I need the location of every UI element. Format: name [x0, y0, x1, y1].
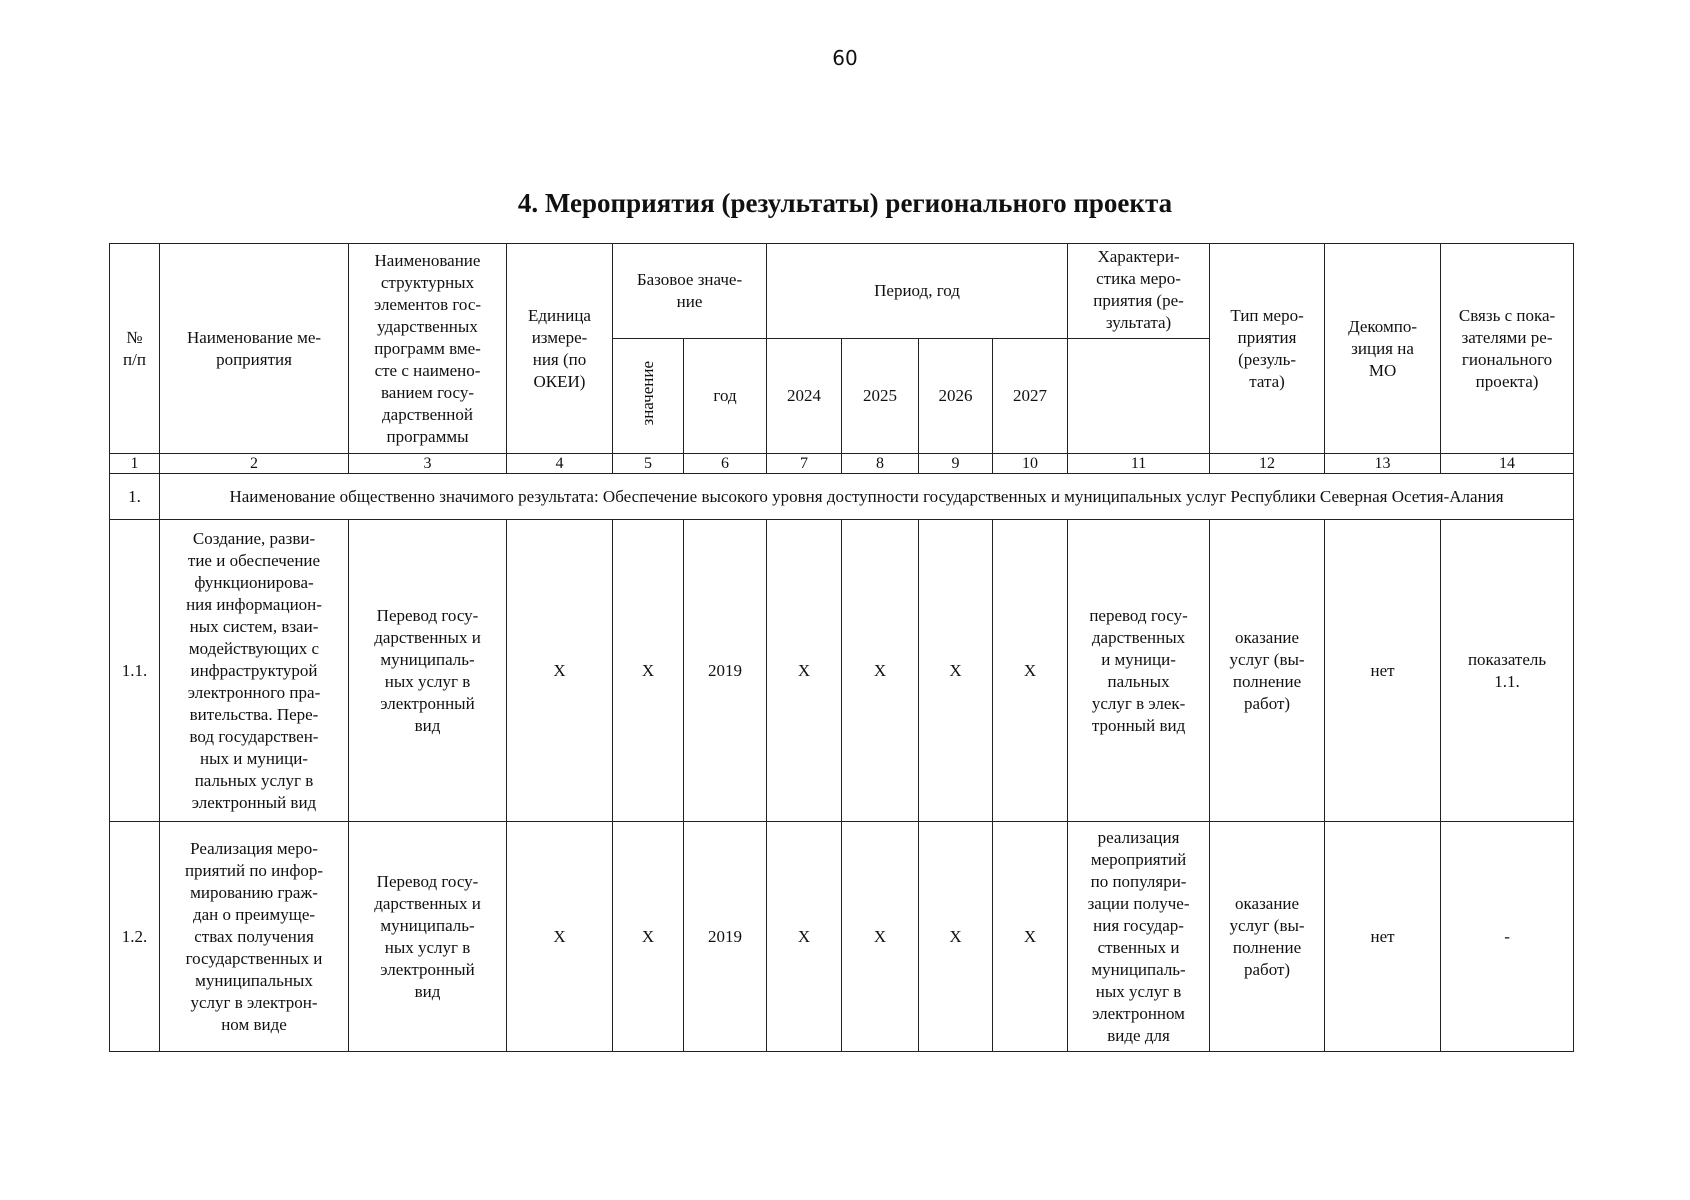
column-number: 5	[613, 454, 684, 474]
header-name: Наименование ме- роприятия	[160, 244, 349, 454]
results-table	[109, 243, 1574, 1052]
row-link: -	[1441, 822, 1574, 1052]
header-characteristic-blank	[1068, 339, 1210, 454]
column-number: 6	[684, 454, 767, 474]
row-value-2026: X	[919, 520, 993, 822]
section-number: 1.	[110, 474, 160, 520]
row-unit: X	[507, 520, 613, 822]
row-base-value: X	[613, 822, 684, 1052]
column-number: 12	[1210, 454, 1325, 474]
header-characteristic: Характери- стика меро- приятия (ре- зультата)	[1068, 244, 1210, 339]
row-activity-name: Реализация меро- приятий по инфор- мированию граж- дан о преимуще- ствах получения государственных и муниципальных услуг в электрон- ном виде	[160, 822, 349, 1052]
header-year-2027: 2027	[993, 339, 1068, 454]
header-link: Связь с пока- зателями ре- гионального проекта)	[1441, 244, 1574, 454]
table-row	[110, 520, 1574, 822]
row-value-2027: X	[993, 822, 1068, 1052]
column-number: 9	[919, 454, 993, 474]
page-title: 4. Мероприятия (результаты) регионального проекта	[517, 188, 1173, 218]
header-num: № п/п	[110, 244, 160, 454]
row-link: показатель 1.1.	[1441, 520, 1574, 822]
table-row	[110, 822, 1574, 1052]
row-characteristic: перевод госу- дарственных и муници- пальных услуг в элек- тронный вид	[1068, 520, 1210, 822]
column-number: 2	[160, 454, 349, 474]
header-year-2024: 2024	[767, 339, 842, 454]
row-base-year: 2019	[684, 520, 767, 822]
row-type: оказание услуг (вы- полнение работ)	[1210, 822, 1325, 1052]
row-activity-name: Создание, разви- тие и обеспечение функционирова- ния информацион- ных систем, взаи- модействующих с инфраструктурой электронного пра- вительства. Пере- вод государствен- ных и муници- пальных услуг в электронный вид	[160, 520, 349, 822]
header-type: Тип меро- приятия (резуль- тата)	[1210, 244, 1325, 454]
header-year-2025: 2025	[842, 339, 919, 454]
column-number: 13	[1325, 454, 1441, 474]
row-value-2025: X	[842, 520, 919, 822]
row-value-2025: X	[842, 822, 919, 1052]
header-period: Период, год	[767, 244, 1068, 339]
column-numbers-row	[110, 454, 1574, 474]
column-number: 1	[110, 454, 160, 474]
column-number: 8	[842, 454, 919, 474]
page-number: 60	[832, 46, 858, 70]
column-number: 7	[767, 454, 842, 474]
column-number: 3	[349, 454, 507, 474]
row-characteristic: реализация мероприятий по популяри- зации получе- ния государ- ственных и муниципаль- ных услуг в электронном виде для	[1068, 822, 1210, 1052]
row-value-2026: X	[919, 822, 993, 1052]
section-title: Наименование общественно значимого результата: Обеспечение высокого уровня доступности государственных и муниципальных услуг Республики Северная Осетия-Алания	[160, 474, 1574, 520]
header-base-year: год	[684, 339, 767, 454]
row-structural-element: Перевод госу- дарственных и муниципаль- ных услуг в электронный вид	[349, 520, 507, 822]
row-value-2027: X	[993, 520, 1068, 822]
row-decomposition: нет	[1325, 822, 1441, 1052]
row-value-2024: X	[767, 822, 842, 1052]
row-structural-element: Перевод госу- дарственных и муниципаль- ных услуг в электронный вид	[349, 822, 507, 1052]
header-base-value: значение	[613, 339, 684, 454]
header-decomposition: Декомпо- зиция на МО	[1325, 244, 1441, 454]
column-number: 10	[993, 454, 1068, 474]
header-year-2026: 2026	[919, 339, 993, 454]
column-number: 14	[1441, 454, 1574, 474]
row-value-2024: X	[767, 520, 842, 822]
row-number: 1.1.	[110, 520, 160, 822]
header-unit: Единица измере- ния (по ОКЕИ)	[507, 244, 613, 454]
row-base-year: 2019	[684, 822, 767, 1052]
row-decomposition: нет	[1325, 520, 1441, 822]
column-number: 11	[1068, 454, 1210, 474]
section-row	[110, 474, 1574, 520]
row-type: оказание услуг (вы- полнение работ)	[1210, 520, 1325, 822]
header-row-1	[110, 244, 1574, 339]
row-number: 1.2.	[110, 822, 160, 1052]
header-base: Базовое значе- ние	[613, 244, 767, 339]
header-structural: Наименование структурных элементов гос- ударственных программ вме- сте с наимено- ванием госу- дарственной программы	[349, 244, 507, 454]
row-unit: X	[507, 822, 613, 1052]
row-base-value: X	[613, 520, 684, 822]
column-number: 4	[507, 454, 613, 474]
